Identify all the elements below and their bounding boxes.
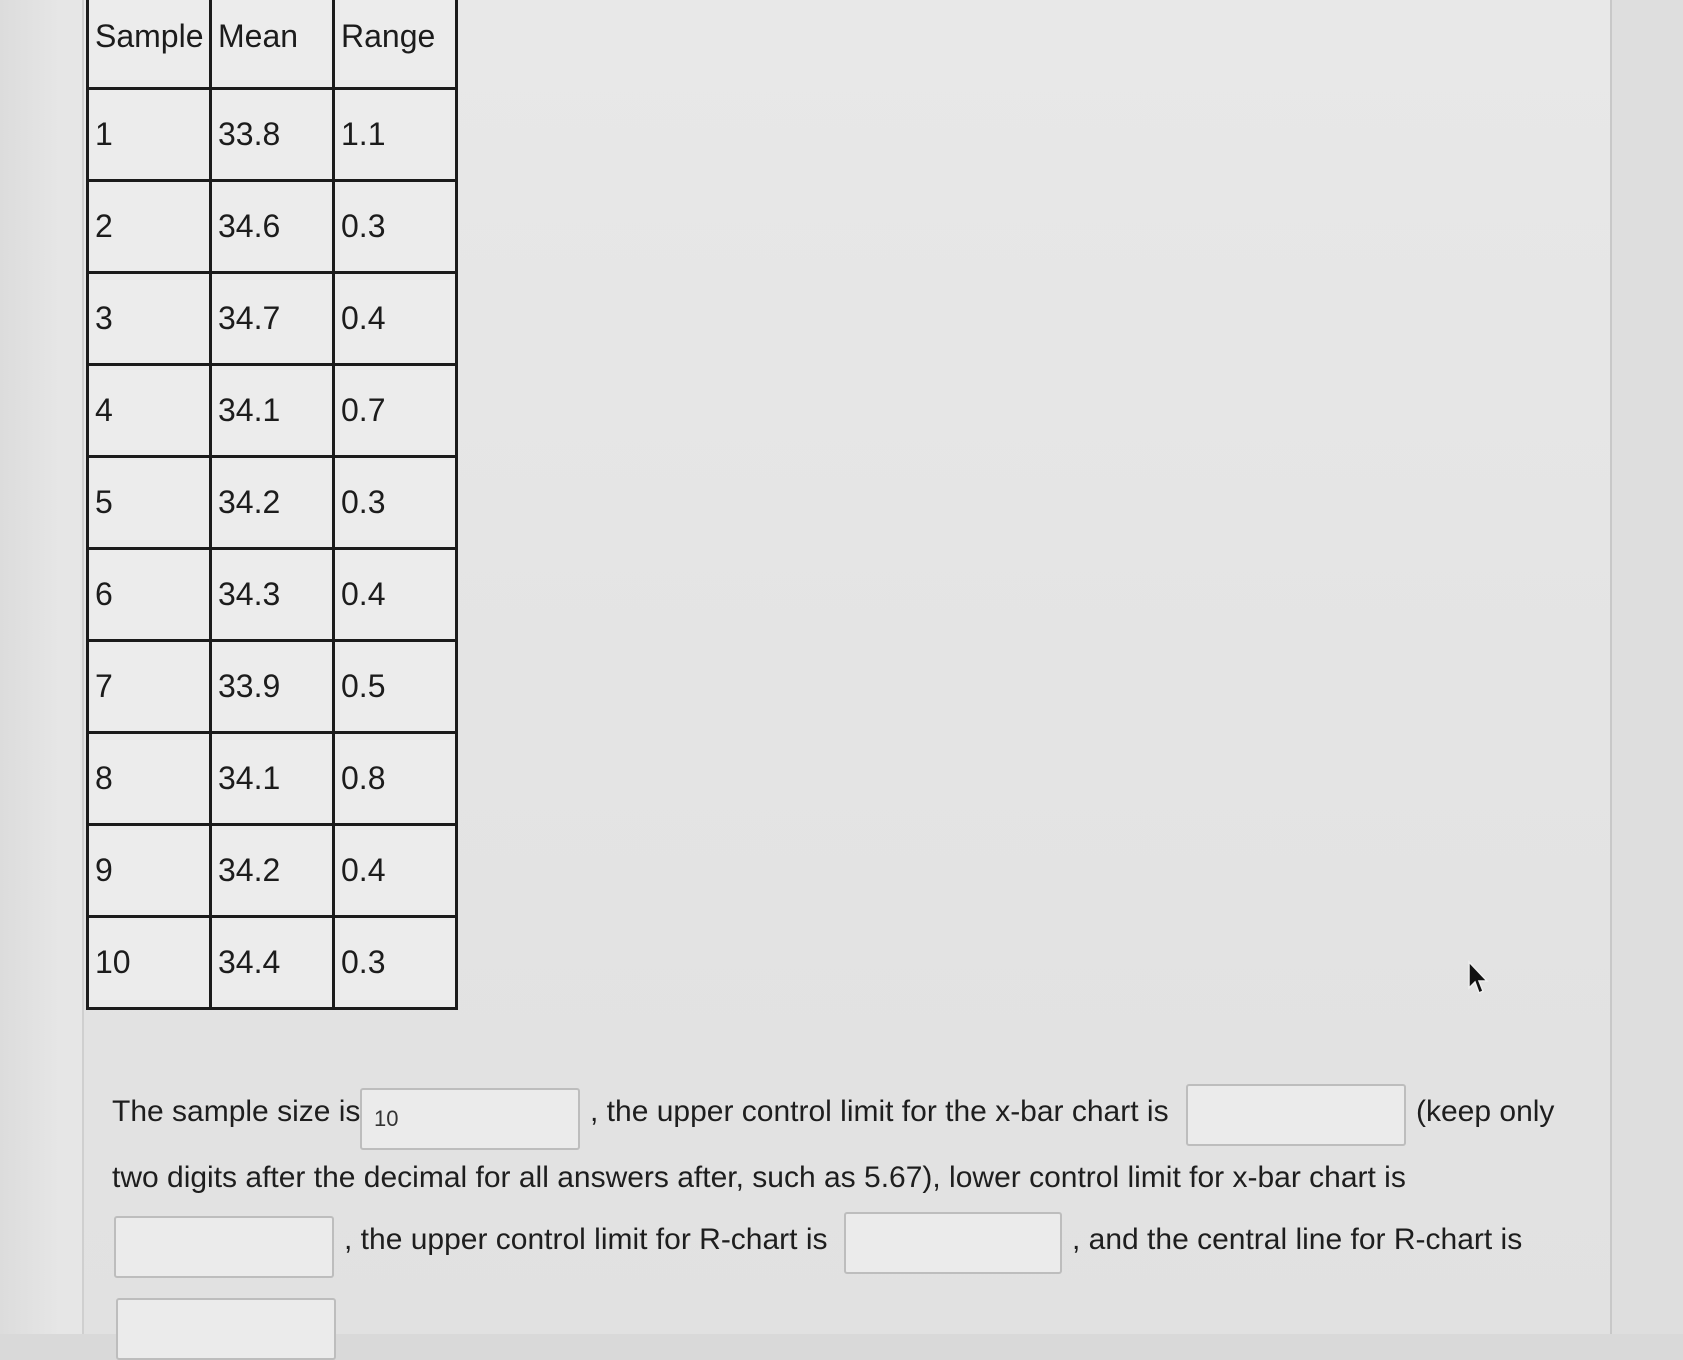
table-row	[88, 640, 457, 732]
mean-cell: 34.7	[211, 272, 334, 364]
question-text-ucl-xbar: , the upper control limit for the x-bar chart is	[590, 1095, 1169, 1128]
range-cell: 0.3	[334, 180, 457, 272]
range-cell: 0.4	[334, 548, 457, 640]
question-text-lcl-xbar: two digits after the decimal for all answers after, such as 5.67), lower control limit for x-bar chart is	[112, 1161, 1406, 1194]
table-row	[88, 456, 457, 548]
lcl-xbar-input[interactable]	[114, 1216, 334, 1278]
sample-cell: 6	[88, 548, 211, 640]
table-header-row	[88, 0, 457, 88]
mean-cell: 33.9	[211, 640, 334, 732]
mean-cell: 34.2	[211, 824, 334, 916]
sample-cell: 10	[88, 916, 211, 1008]
table-row	[88, 364, 457, 456]
sample-cell: 8	[88, 732, 211, 824]
question-text-cl-r: , and the central line for R-chart is	[1072, 1223, 1523, 1256]
column-header-sample: Sample	[88, 0, 211, 88]
column-header-range: Range	[334, 0, 457, 88]
cl-r-input[interactable]	[116, 1298, 336, 1360]
range-cell: 0.3	[334, 456, 457, 548]
table-row	[88, 916, 457, 1008]
question-text-sample-size: The sample size is	[112, 1095, 361, 1128]
mean-cell: 33.8	[211, 88, 334, 180]
column-header-mean: Mean	[211, 0, 334, 88]
question-text-keep-only: (keep only	[1416, 1095, 1555, 1128]
ucl-xbar-input[interactable]	[1186, 1084, 1406, 1146]
sample-cell: 9	[88, 824, 211, 916]
mean-cell: 34.1	[211, 364, 334, 456]
table-row	[88, 824, 457, 916]
table-row	[88, 732, 457, 824]
table-row	[88, 548, 457, 640]
sample-cell: 2	[88, 180, 211, 272]
mean-cell: 34.6	[211, 180, 334, 272]
mean-cell: 34.1	[211, 732, 334, 824]
mean-cell: 34.2	[211, 456, 334, 548]
range-cell: 0.3	[334, 916, 457, 1008]
mean-cell: 34.3	[211, 548, 334, 640]
mouse-pointer-icon	[1466, 960, 1490, 996]
table-row	[88, 272, 457, 364]
range-cell: 0.8	[334, 732, 457, 824]
sample-cell: 3	[88, 272, 211, 364]
sample-cell: 5	[88, 456, 211, 548]
range-cell: 1.1	[334, 88, 457, 180]
data-table	[86, 0, 458, 1010]
table-row	[88, 88, 457, 180]
sample-cell: 7	[88, 640, 211, 732]
table-row	[88, 180, 457, 272]
sample-cell: 4	[88, 364, 211, 456]
range-cell: 0.4	[334, 272, 457, 364]
range-cell: 0.7	[334, 364, 457, 456]
sample-size-input[interactable]: 10	[360, 1088, 580, 1150]
question-text-ucl-r: , the upper control limit for R-chart is	[344, 1223, 828, 1256]
sample-cell: 1	[88, 88, 211, 180]
ucl-r-input[interactable]	[844, 1212, 1062, 1274]
range-cell: 0.4	[334, 824, 457, 916]
range-cell: 0.5	[334, 640, 457, 732]
mean-cell: 34.4	[211, 916, 334, 1008]
